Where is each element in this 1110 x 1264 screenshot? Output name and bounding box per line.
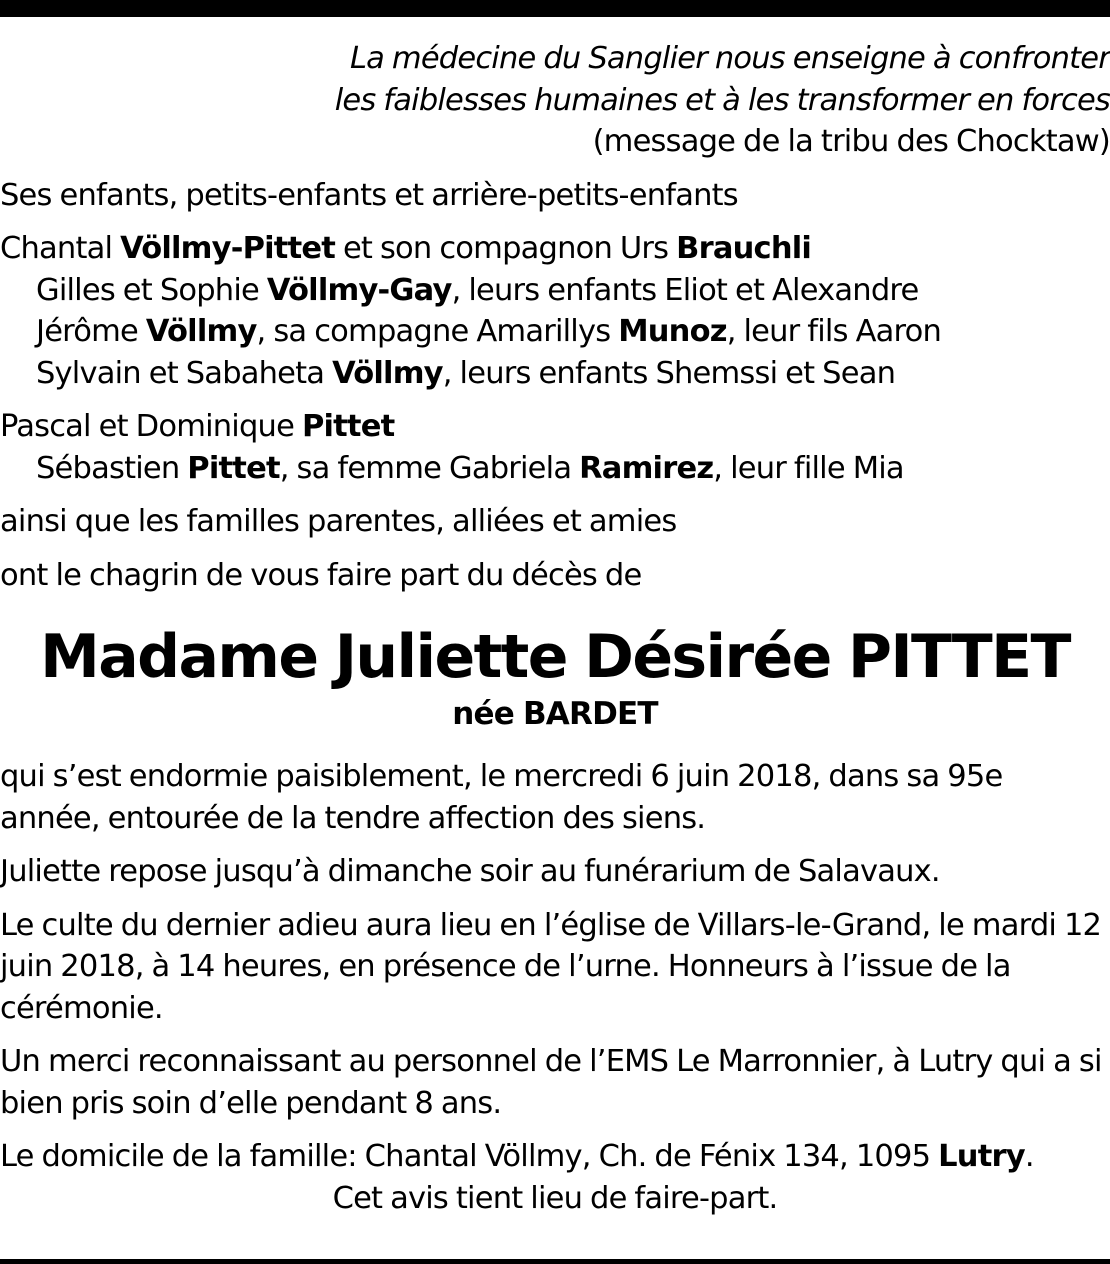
intro-line: Ses enfants, petits-enfants et arrière-petits-enfants: [0, 177, 738, 213]
quote-source: (message de la tribu des Chocktaw): [592, 124, 1110, 159]
closing-line: Cet avis tient lieu de faire-part.: [332, 1180, 778, 1216]
obituary-notice: [0, 38, 1110, 1219]
family-branch-1-child-2: Jérôme Völlmy, sa compagne Amarillys Munoz, leur fils Aaron: [36, 314, 941, 349]
relatives-line: ainsi que les familles parentes, alliées et amies: [0, 504, 677, 539]
quote-line-1: La médecine du Sanglier nous enseigne à confronter: [349, 41, 1110, 76]
maiden-name: née BARDET: [452, 696, 658, 732]
epigraph-quote: [0, 38, 1110, 163]
family-branch-2: [0, 406, 1110, 489]
bottom-rule: [0, 1259, 1110, 1264]
deceased-name: Madame Juliette Désirée PITTET: [40, 622, 1070, 692]
service-paragraph: Le culte du dernier adieu aura lieu en l’église de Villars-le-Grand, le mardi 12 juin 2018, à 14 heures, en présence de l’urne. Honneurs à l’issue de la cérémonie.: [0, 907, 1102, 1026]
quote-line-2: les faiblesses humaines et à les transformer en forces: [334, 82, 1110, 118]
family-branch-1-child-1: Gilles et Sophie Völlmy-Gay, leurs enfants Eliot et Alexandre: [36, 272, 919, 308]
top-rule: [0, 0, 1110, 17]
death-paragraph: qui s’est endormie paisiblement, le mercredi 6 juin 2018, dans sa 95e année, entourée de la tendre affection des siens.: [0, 759, 1003, 836]
family-branch-2-head: Pascal et Dominique Pittet: [0, 409, 395, 444]
announcement-line: ont le chagrin de vous faire part du décès de: [0, 557, 642, 593]
thanks-paragraph: Un merci reconnaissant au personnel de l’EMS Le Marronnier, à Lutry qui a si bien pris soin d’elle pendant 8 ans.: [0, 1044, 1102, 1121]
family-branch-1-child-3: Sylvain et Sabaheta Völlmy, leurs enfants Shemssi et Sean: [36, 355, 896, 391]
family-branch-2-child-1: Sébastien Pittet, sa femme Gabriela Ramirez, leur fille Mia: [36, 450, 904, 486]
family-branch-1-head: Chantal Völlmy-Pittet et son compagnon Urs Brauchli: [0, 231, 812, 266]
family-branch-1: [0, 228, 1110, 394]
rest-paragraph: Juliette repose jusqu’à dimanche soir au funérarium de Salavaux.: [0, 854, 940, 889]
family-home-line: Le domicile de la famille: Chantal Völlmy, Ch. de Fénix 134, 1095 Lutry.: [0, 1139, 1034, 1174]
